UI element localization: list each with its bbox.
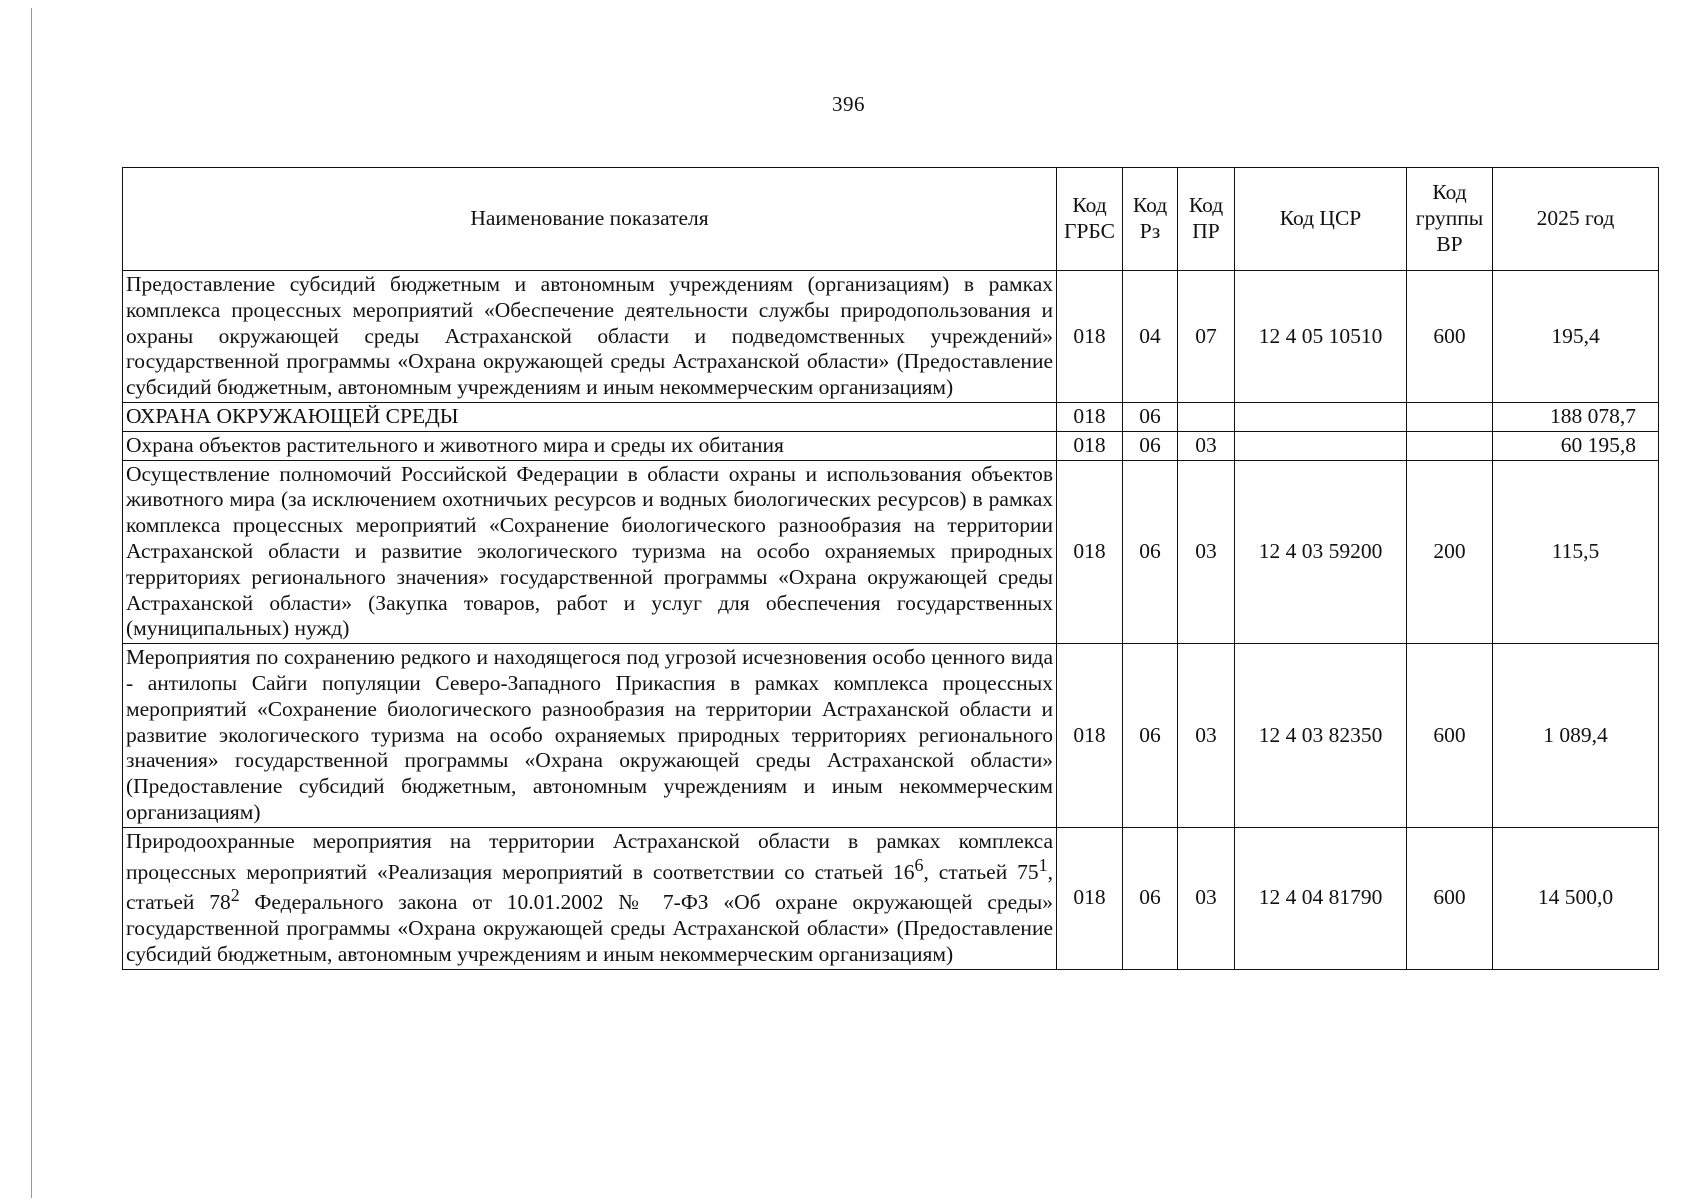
row-vr bbox=[1407, 402, 1493, 431]
row-grbs: 018 bbox=[1057, 431, 1123, 460]
row-pr: 03 bbox=[1178, 644, 1235, 828]
row-value: 188 078,7 bbox=[1493, 402, 1659, 431]
row-name: Предоставление субсидий бюджетным и автономным учреждениям (организациям) в рамках комплекса процессных мероприятий «Обеспечение деятельности службы природопользования и охраны окружающей среды Астраханской области и подведомственных учреждений» государственной программы «Охрана окружающей среды Астраханской области» (Предоставление субсидий бюджетным, автономным учреждениям и иным некоммерческим организациям) bbox=[123, 271, 1057, 403]
row-csr: 12 4 04 81790 bbox=[1235, 827, 1407, 969]
row-vr: 600 bbox=[1407, 644, 1493, 828]
row-value: 14 500,0 bbox=[1493, 827, 1659, 969]
row-grbs: 018 bbox=[1057, 271, 1123, 403]
row-vr: 200 bbox=[1407, 460, 1493, 644]
row-csr: 12 4 03 82350 bbox=[1235, 644, 1407, 828]
header-name: Наименование показателя bbox=[123, 168, 1057, 271]
row-pr: 07 bbox=[1178, 271, 1235, 403]
header-pr: Код ПР bbox=[1178, 168, 1235, 271]
header-grbs: Код ГРБС bbox=[1057, 168, 1123, 271]
row-pr bbox=[1178, 402, 1235, 431]
row-rz: 06 bbox=[1123, 827, 1178, 969]
row-rz: 06 bbox=[1123, 644, 1178, 828]
row-vr bbox=[1407, 431, 1493, 460]
row-csr: 12 4 05 10510 bbox=[1235, 271, 1407, 403]
table-header-row bbox=[123, 168, 1659, 271]
table-row bbox=[123, 644, 1659, 828]
row-csr: 12 4 03 59200 bbox=[1235, 460, 1407, 644]
binding-margin-line bbox=[31, 8, 32, 1198]
header-vr: Код группы ВР bbox=[1407, 168, 1493, 271]
row-name: Охрана объектов растительного и животного мира и среды их обитания bbox=[123, 431, 1057, 460]
table-row bbox=[123, 431, 1659, 460]
row-value: 1 089,4 bbox=[1493, 644, 1659, 828]
row-csr bbox=[1235, 431, 1407, 460]
table-row bbox=[123, 271, 1659, 403]
row-vr: 600 bbox=[1407, 827, 1493, 969]
row-value: 195,4 bbox=[1493, 271, 1659, 403]
row-pr: 03 bbox=[1178, 827, 1235, 969]
budget-table bbox=[122, 167, 1659, 970]
table-row bbox=[123, 827, 1659, 969]
row-pr: 03 bbox=[1178, 460, 1235, 644]
row-rz: 04 bbox=[1123, 271, 1178, 403]
row-grbs: 018 bbox=[1057, 827, 1123, 969]
row-value: 60 195,8 bbox=[1493, 431, 1659, 460]
row-rz: 06 bbox=[1123, 460, 1178, 644]
row-pr: 03 bbox=[1178, 431, 1235, 460]
row-rz: 06 bbox=[1123, 431, 1178, 460]
header-year: 2025 год bbox=[1493, 168, 1659, 271]
row-vr: 600 bbox=[1407, 271, 1493, 403]
row-name: ОХРАНА ОКРУЖАЮЩЕЙ СРЕДЫ bbox=[123, 402, 1057, 431]
row-name: Мероприятия по сохранению редкого и находящегося под угрозой исчезновения особо ценного вида - антилопы Сайги популяции Северо-Западного Прикаспия в рамках комплекса процессных мероприятий «Сохранение биологического разнообразия на территории Астраханской области и развитие экологического туризма на особо охраняемых природных территориях регионального значения» государственной программы «Охрана окружающей среды Астраханской области» (Предоставление субсидий бюджетным, автономным учреждениям и иным некоммерческим организациям) bbox=[123, 644, 1057, 828]
row-grbs: 018 bbox=[1057, 460, 1123, 644]
row-value: 115,5 bbox=[1493, 460, 1659, 644]
row-grbs: 018 bbox=[1057, 644, 1123, 828]
header-csr: Код ЦСР bbox=[1235, 168, 1407, 271]
row-rz: 06 bbox=[1123, 402, 1178, 431]
row-name: Природоохранные мероприятия на территории Астраханской области в рамках комплекса процессных мероприятий «Реализация мероприятий в соответствии со статьей $16^6$, статьей $75^1$, статьей $78^2$ Федерального закона от 10.01.2002 № 7-ФЗ «Об охране окружающей среды» государственной программы «Охрана окружающей среды Астраханской области» (Предоставление субсидий бюджетным, автономным учреждениям и иным некоммерческим организациям) bbox=[123, 827, 1057, 969]
header-rz: Код Рз bbox=[1123, 168, 1178, 271]
page-number: 396 bbox=[832, 92, 865, 116]
table-row bbox=[123, 460, 1659, 644]
row-name: Осуществление полномочий Российской Федерации в области охраны и использования объектов животного мира (за исключением охотничьих ресурсов и водных биологических ресурсов) в рамках комплекса процессных мероприятий «Сохранение биологического разнообразия на территории Астраханской области и развитие экологического туризма на особо охраняемых природных территориях регионального значения» государственной программы «Охрана окружающей среды Астраханской области» (Закупка товаров, работ и услуг для обеспечения государственных (муниципальных) нужд) bbox=[123, 460, 1057, 644]
row-csr bbox=[1235, 402, 1407, 431]
table-row bbox=[123, 402, 1659, 431]
row-grbs: 018 bbox=[1057, 402, 1123, 431]
